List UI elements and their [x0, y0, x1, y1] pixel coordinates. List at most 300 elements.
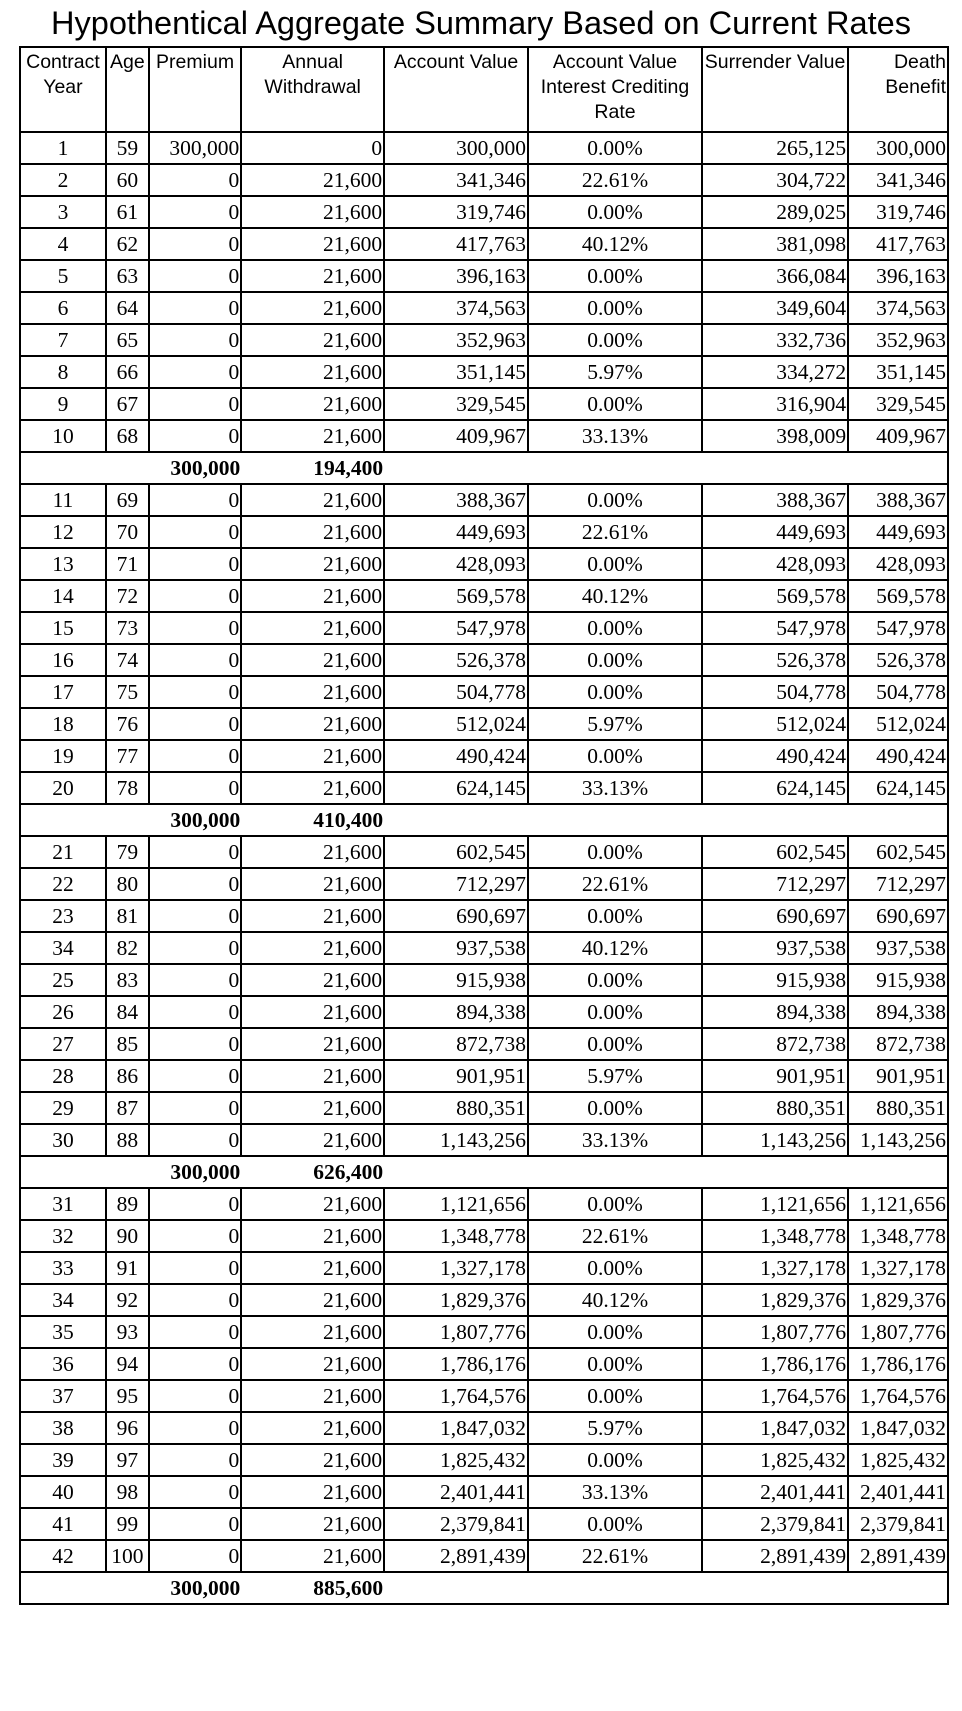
cell-age: 87	[106, 1092, 149, 1124]
cell-surrender-value: 265,125	[702, 132, 848, 164]
cell-contract-year: 6	[20, 292, 106, 324]
cell-death-benefit: 1,143,256	[848, 1124, 948, 1156]
table-row	[20, 836, 948, 868]
cell-surrender-value: 602,545	[702, 836, 848, 868]
cell-age: 97	[106, 1444, 149, 1476]
header-interest-crediting-rate: Account Value Interest Crediting Rate	[528, 47, 702, 132]
header-premium: Premium	[149, 47, 241, 132]
cell-annual-withdrawal: 21,600	[241, 1508, 384, 1540]
cell-account-value: 624,145	[384, 772, 528, 804]
cell-account-value: 2,891,439	[384, 1540, 528, 1572]
cell-premium: 0	[149, 772, 241, 804]
header-row	[20, 47, 948, 132]
cell-death-benefit: 1,348,778	[848, 1220, 948, 1252]
cell-account-value: 1,829,376	[384, 1284, 528, 1316]
cell-age: 93	[106, 1316, 149, 1348]
cell-age: 91	[106, 1252, 149, 1284]
cell-premium: 0	[149, 1540, 241, 1572]
cell-premium: 0	[149, 1412, 241, 1444]
cell-account-value: 1,348,778	[384, 1220, 528, 1252]
cell-interest-rate: 5.97%	[528, 708, 702, 740]
cell-annual-withdrawal: 21,600	[241, 1284, 384, 1316]
cell-contract-year: 17	[20, 676, 106, 708]
subtotal-empty	[20, 1572, 106, 1604]
cell-annual-withdrawal: 21,600	[241, 196, 384, 228]
cell-surrender-value: 2,401,441	[702, 1476, 848, 1508]
cell-interest-rate: 0.00%	[528, 1028, 702, 1060]
cell-account-value: 872,738	[384, 1028, 528, 1060]
cell-age: 60	[106, 164, 149, 196]
cell-contract-year: 37	[20, 1380, 106, 1412]
cell-surrender-value: 349,604	[702, 292, 848, 324]
cell-death-benefit: 300,000	[848, 132, 948, 164]
cell-account-value: 1,143,256	[384, 1124, 528, 1156]
table-row	[20, 708, 948, 740]
cell-annual-withdrawal: 21,600	[241, 1380, 384, 1412]
cell-annual-withdrawal: 21,600	[241, 868, 384, 900]
table-row	[20, 1380, 948, 1412]
cell-annual-withdrawal: 21,600	[241, 1540, 384, 1572]
cell-contract-year: 28	[20, 1060, 106, 1092]
cell-annual-withdrawal: 21,600	[241, 1316, 384, 1348]
cell-age: 72	[106, 580, 149, 612]
table-row	[20, 644, 948, 676]
cell-interest-rate: 0.00%	[528, 1316, 702, 1348]
subtotal-empty	[384, 452, 528, 484]
cell-surrender-value: 332,736	[702, 324, 848, 356]
cell-surrender-value: 1,764,576	[702, 1380, 848, 1412]
header-age: Age	[106, 47, 149, 132]
cell-age: 77	[106, 740, 149, 772]
subtotal-withdrawal: 885,600	[241, 1572, 384, 1604]
cell-account-value: 512,024	[384, 708, 528, 740]
cell-interest-rate: 0.00%	[528, 388, 702, 420]
table-row	[20, 612, 948, 644]
table-row	[20, 1060, 948, 1092]
cell-annual-withdrawal: 21,600	[241, 900, 384, 932]
cell-age: 74	[106, 644, 149, 676]
cell-interest-rate: 33.13%	[528, 1476, 702, 1508]
cell-contract-year: 22	[20, 868, 106, 900]
cell-contract-year: 23	[20, 900, 106, 932]
cell-surrender-value: 1,847,032	[702, 1412, 848, 1444]
cell-age: 84	[106, 996, 149, 1028]
cell-interest-rate: 0.00%	[528, 900, 702, 932]
cell-interest-rate: 22.61%	[528, 516, 702, 548]
cell-account-value: 547,978	[384, 612, 528, 644]
cell-death-benefit: 396,163	[848, 260, 948, 292]
cell-account-value: 894,338	[384, 996, 528, 1028]
cell-death-benefit: 490,424	[848, 740, 948, 772]
cell-interest-rate: 5.97%	[528, 1412, 702, 1444]
cell-account-value: 2,379,841	[384, 1508, 528, 1540]
cell-premium: 0	[149, 740, 241, 772]
cell-interest-rate: 33.13%	[528, 1124, 702, 1156]
cell-age: 78	[106, 772, 149, 804]
cell-age: 80	[106, 868, 149, 900]
cell-account-value: 374,563	[384, 292, 528, 324]
cell-interest-rate: 0.00%	[528, 740, 702, 772]
cell-age: 86	[106, 1060, 149, 1092]
subtotal-premium: 300,000	[149, 1156, 241, 1188]
cell-death-benefit: 712,297	[848, 868, 948, 900]
cell-surrender-value: 915,938	[702, 964, 848, 996]
cell-interest-rate: 22.61%	[528, 1220, 702, 1252]
cell-premium: 0	[149, 676, 241, 708]
cell-age: 88	[106, 1124, 149, 1156]
subtotal-empty	[702, 804, 848, 836]
cell-annual-withdrawal: 21,600	[241, 836, 384, 868]
cell-death-benefit: 901,951	[848, 1060, 948, 1092]
cell-annual-withdrawal: 21,600	[241, 612, 384, 644]
cell-annual-withdrawal: 21,600	[241, 932, 384, 964]
cell-annual-withdrawal: 21,600	[241, 324, 384, 356]
table-row	[20, 324, 948, 356]
cell-age: 66	[106, 356, 149, 388]
cell-contract-year: 34	[20, 1284, 106, 1316]
cell-surrender-value: 490,424	[702, 740, 848, 772]
cell-surrender-value: 1,121,656	[702, 1188, 848, 1220]
cell-death-benefit: 341,346	[848, 164, 948, 196]
cell-age: 82	[106, 932, 149, 964]
cell-annual-withdrawal: 21,600	[241, 1252, 384, 1284]
subtotal-empty	[106, 1572, 149, 1604]
header-death-benefit: Death Benefit	[848, 47, 948, 132]
cell-account-value: 1,807,776	[384, 1316, 528, 1348]
table-row	[20, 580, 948, 612]
cell-age: 61	[106, 196, 149, 228]
cell-premium: 0	[149, 228, 241, 260]
cell-contract-year: 1	[20, 132, 106, 164]
cell-premium: 0	[149, 996, 241, 1028]
cell-death-benefit: 374,563	[848, 292, 948, 324]
table-row	[20, 356, 948, 388]
cell-surrender-value: 2,891,439	[702, 1540, 848, 1572]
subtotal-empty	[848, 452, 948, 484]
subtotal-empty	[106, 1156, 149, 1188]
cell-premium: 0	[149, 1476, 241, 1508]
header-annual-withdrawal: Annual Withdrawal	[241, 47, 384, 132]
cell-age: 81	[106, 900, 149, 932]
cell-annual-withdrawal: 21,600	[241, 388, 384, 420]
cell-annual-withdrawal: 21,600	[241, 484, 384, 516]
cell-account-value: 901,951	[384, 1060, 528, 1092]
cell-account-value: 388,367	[384, 484, 528, 516]
cell-age: 62	[106, 228, 149, 260]
cell-surrender-value: 901,951	[702, 1060, 848, 1092]
table-row	[20, 1540, 948, 1572]
cell-age: 71	[106, 548, 149, 580]
cell-age: 99	[106, 1508, 149, 1540]
cell-interest-rate: 40.12%	[528, 1284, 702, 1316]
cell-premium: 0	[149, 1508, 241, 1540]
subtotal-row	[20, 452, 948, 484]
cell-contract-year: 33	[20, 1252, 106, 1284]
subtotal-empty	[384, 804, 528, 836]
cell-premium: 0	[149, 196, 241, 228]
cell-annual-withdrawal: 21,600	[241, 1124, 384, 1156]
cell-premium: 0	[149, 356, 241, 388]
cell-annual-withdrawal: 21,600	[241, 228, 384, 260]
table-row	[20, 900, 948, 932]
cell-interest-rate: 0.00%	[528, 1092, 702, 1124]
cell-contract-year: 30	[20, 1124, 106, 1156]
table-row	[20, 548, 948, 580]
subtotal-empty	[106, 452, 149, 484]
cell-contract-year: 31	[20, 1188, 106, 1220]
cell-contract-year: 11	[20, 484, 106, 516]
cell-account-value: 915,938	[384, 964, 528, 996]
subtotal-empty	[848, 804, 948, 836]
cell-account-value: 319,746	[384, 196, 528, 228]
table-row	[20, 292, 948, 324]
subtotal-empty	[20, 452, 106, 484]
cell-annual-withdrawal: 21,600	[241, 1188, 384, 1220]
cell-death-benefit: 915,938	[848, 964, 948, 996]
cell-surrender-value: 289,025	[702, 196, 848, 228]
cell-annual-withdrawal: 21,600	[241, 164, 384, 196]
table-row	[20, 772, 948, 804]
cell-surrender-value: 1,825,432	[702, 1444, 848, 1476]
cell-age: 69	[106, 484, 149, 516]
cell-premium: 0	[149, 516, 241, 548]
table-row	[20, 676, 948, 708]
cell-death-benefit: 449,693	[848, 516, 948, 548]
cell-death-benefit: 1,764,576	[848, 1380, 948, 1412]
cell-age: 90	[106, 1220, 149, 1252]
cell-death-benefit: 569,578	[848, 580, 948, 612]
table-row	[20, 196, 948, 228]
cell-death-benefit: 417,763	[848, 228, 948, 260]
cell-contract-year: 26	[20, 996, 106, 1028]
table-row	[20, 996, 948, 1028]
cell-contract-year: 39	[20, 1444, 106, 1476]
cell-surrender-value: 1,786,176	[702, 1348, 848, 1380]
cell-account-value: 352,963	[384, 324, 528, 356]
cell-premium: 0	[149, 1252, 241, 1284]
cell-surrender-value: 547,978	[702, 612, 848, 644]
cell-surrender-value: 366,084	[702, 260, 848, 292]
cell-interest-rate: 0.00%	[528, 324, 702, 356]
subtotal-empty	[384, 1572, 528, 1604]
cell-death-benefit: 352,963	[848, 324, 948, 356]
cell-premium: 0	[149, 1220, 241, 1252]
cell-account-value: 449,693	[384, 516, 528, 548]
subtotal-empty	[528, 804, 702, 836]
table-row	[20, 1220, 948, 1252]
cell-interest-rate: 40.12%	[528, 932, 702, 964]
cell-age: 75	[106, 676, 149, 708]
subtotal-premium: 300,000	[149, 804, 241, 836]
cell-surrender-value: 398,009	[702, 420, 848, 452]
table-row	[20, 1124, 948, 1156]
cell-premium: 0	[149, 388, 241, 420]
cell-account-value: 569,578	[384, 580, 528, 612]
cell-interest-rate: 0.00%	[528, 292, 702, 324]
cell-surrender-value: 504,778	[702, 676, 848, 708]
cell-account-value: 417,763	[384, 228, 528, 260]
subtotal-withdrawal: 410,400	[241, 804, 384, 836]
table-row	[20, 868, 948, 900]
cell-premium: 0	[149, 1444, 241, 1476]
cell-interest-rate: 22.61%	[528, 164, 702, 196]
cell-interest-rate: 22.61%	[528, 868, 702, 900]
table-row	[20, 164, 948, 196]
table-row	[20, 1188, 948, 1220]
cell-interest-rate: 0.00%	[528, 996, 702, 1028]
cell-death-benefit: 1,786,176	[848, 1348, 948, 1380]
cell-age: 64	[106, 292, 149, 324]
cell-annual-withdrawal: 21,600	[241, 260, 384, 292]
subtotal-empty	[702, 452, 848, 484]
cell-premium: 0	[149, 1348, 241, 1380]
cell-premium: 0	[149, 548, 241, 580]
cell-account-value: 712,297	[384, 868, 528, 900]
cell-death-benefit: 880,351	[848, 1092, 948, 1124]
cell-surrender-value: 690,697	[702, 900, 848, 932]
cell-premium: 0	[149, 868, 241, 900]
cell-surrender-value: 1,327,178	[702, 1252, 848, 1284]
cell-account-value: 329,545	[384, 388, 528, 420]
cell-surrender-value: 1,807,776	[702, 1316, 848, 1348]
cell-death-benefit: 504,778	[848, 676, 948, 708]
cell-annual-withdrawal: 21,600	[241, 1092, 384, 1124]
cell-contract-year: 20	[20, 772, 106, 804]
cell-surrender-value: 1,348,778	[702, 1220, 848, 1252]
cell-annual-withdrawal: 21,600	[241, 772, 384, 804]
cell-surrender-value: 624,145	[702, 772, 848, 804]
cell-annual-withdrawal: 21,600	[241, 516, 384, 548]
table-row	[20, 1476, 948, 1508]
cell-annual-withdrawal: 21,600	[241, 1476, 384, 1508]
subtotal-empty	[106, 804, 149, 836]
cell-death-benefit: 1,825,432	[848, 1444, 948, 1476]
cell-account-value: 937,538	[384, 932, 528, 964]
cell-age: 63	[106, 260, 149, 292]
cell-premium: 0	[149, 484, 241, 516]
cell-age: 89	[106, 1188, 149, 1220]
subtotal-empty	[528, 452, 702, 484]
cell-annual-withdrawal: 21,600	[241, 548, 384, 580]
cell-interest-rate: 0.00%	[528, 612, 702, 644]
cell-premium: 300,000	[149, 132, 241, 164]
cell-annual-withdrawal: 21,600	[241, 1060, 384, 1092]
cell-annual-withdrawal: 21,600	[241, 964, 384, 996]
cell-account-value: 351,145	[384, 356, 528, 388]
cell-surrender-value: 304,722	[702, 164, 848, 196]
cell-interest-rate: 5.97%	[528, 356, 702, 388]
cell-contract-year: 35	[20, 1316, 106, 1348]
cell-surrender-value: 526,378	[702, 644, 848, 676]
subtotal-empty	[702, 1156, 848, 1188]
cell-account-value: 1,764,576	[384, 1380, 528, 1412]
subtotal-empty	[848, 1572, 948, 1604]
cell-premium: 0	[149, 964, 241, 996]
table-row	[20, 932, 948, 964]
cell-contract-year: 21	[20, 836, 106, 868]
cell-contract-year: 4	[20, 228, 106, 260]
cell-age: 95	[106, 1380, 149, 1412]
cell-account-value: 341,346	[384, 164, 528, 196]
cell-surrender-value: 894,338	[702, 996, 848, 1028]
cell-annual-withdrawal: 21,600	[241, 644, 384, 676]
subtotal-empty	[702, 1572, 848, 1604]
cell-premium: 0	[149, 1124, 241, 1156]
cell-interest-rate: 0.00%	[528, 1508, 702, 1540]
cell-surrender-value: 449,693	[702, 516, 848, 548]
cell-premium: 0	[149, 420, 241, 452]
cell-death-benefit: 409,967	[848, 420, 948, 452]
cell-premium: 0	[149, 1380, 241, 1412]
cell-death-benefit: 547,978	[848, 612, 948, 644]
cell-interest-rate: 0.00%	[528, 836, 702, 868]
cell-surrender-value: 2,379,841	[702, 1508, 848, 1540]
cell-death-benefit: 2,379,841	[848, 1508, 948, 1540]
cell-death-benefit: 329,545	[848, 388, 948, 420]
cell-death-benefit: 351,145	[848, 356, 948, 388]
cell-premium: 0	[149, 708, 241, 740]
cell-death-benefit: 428,093	[848, 548, 948, 580]
cell-premium: 0	[149, 260, 241, 292]
cell-age: 73	[106, 612, 149, 644]
cell-death-benefit: 624,145	[848, 772, 948, 804]
cell-annual-withdrawal: 21,600	[241, 1348, 384, 1380]
cell-contract-year: 7	[20, 324, 106, 356]
subtotal-premium: 300,000	[149, 452, 241, 484]
cell-age: 96	[106, 1412, 149, 1444]
cell-death-benefit: 1,847,032	[848, 1412, 948, 1444]
cell-death-benefit: 872,738	[848, 1028, 948, 1060]
cell-surrender-value: 1,143,256	[702, 1124, 848, 1156]
cell-premium: 0	[149, 612, 241, 644]
cell-death-benefit: 388,367	[848, 484, 948, 516]
cell-account-value: 1,121,656	[384, 1188, 528, 1220]
cell-age: 70	[106, 516, 149, 548]
header-surrender-value: Surrender Value	[702, 47, 848, 132]
cell-annual-withdrawal: 21,600	[241, 580, 384, 612]
cell-account-value: 880,351	[384, 1092, 528, 1124]
cell-annual-withdrawal: 0	[241, 132, 384, 164]
cell-annual-withdrawal: 21,600	[241, 676, 384, 708]
cell-death-benefit: 512,024	[848, 708, 948, 740]
cell-contract-year: 29	[20, 1092, 106, 1124]
table-row	[20, 388, 948, 420]
cell-interest-rate: 0.00%	[528, 260, 702, 292]
cell-account-value: 1,847,032	[384, 1412, 528, 1444]
subtotal-empty	[20, 1156, 106, 1188]
subtotal-empty	[384, 1156, 528, 1188]
cell-interest-rate: 40.12%	[528, 228, 702, 260]
cell-death-benefit: 2,891,439	[848, 1540, 948, 1572]
cell-surrender-value: 1,829,376	[702, 1284, 848, 1316]
cell-contract-year: 2	[20, 164, 106, 196]
cell-account-value: 428,093	[384, 548, 528, 580]
table-row	[20, 516, 948, 548]
cell-contract-year: 13	[20, 548, 106, 580]
subtotal-empty	[848, 1156, 948, 1188]
cell-death-benefit: 526,378	[848, 644, 948, 676]
cell-surrender-value: 316,904	[702, 388, 848, 420]
cell-age: 92	[106, 1284, 149, 1316]
cell-account-value: 1,825,432	[384, 1444, 528, 1476]
cell-interest-rate: 0.00%	[528, 964, 702, 996]
cell-death-benefit: 690,697	[848, 900, 948, 932]
table-row	[20, 420, 948, 452]
cell-surrender-value: 872,738	[702, 1028, 848, 1060]
cell-contract-year: 41	[20, 1508, 106, 1540]
table-row	[20, 1092, 948, 1124]
cell-surrender-value: 880,351	[702, 1092, 848, 1124]
